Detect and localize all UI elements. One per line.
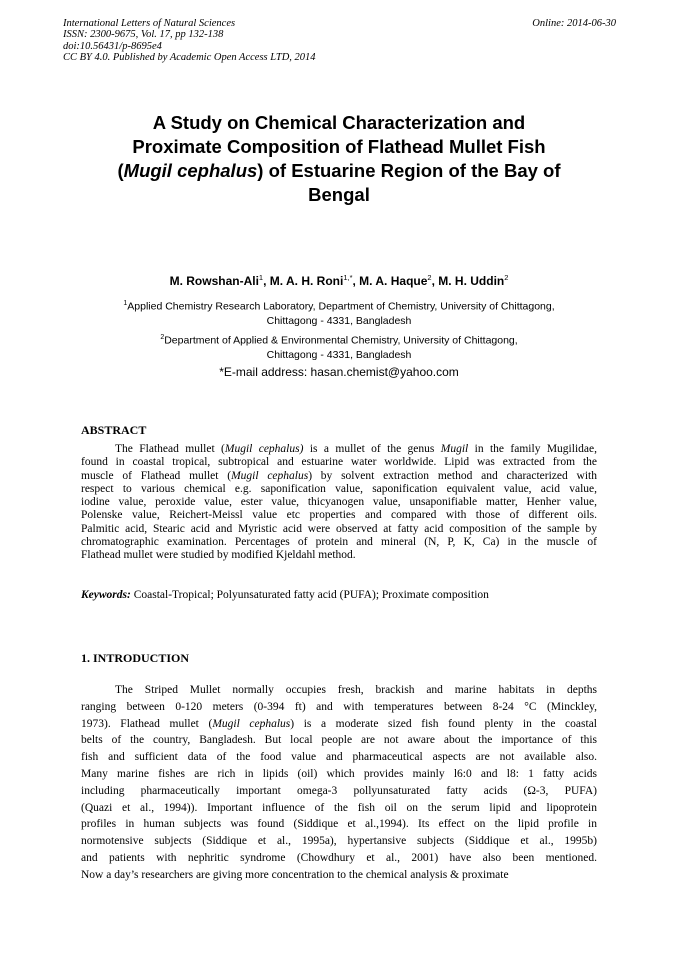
- affiliation-line: Chittagong - 4331, Bangladesh: [266, 348, 412, 361]
- affiliation-text: Applied Chemistry Research Laboratory, Department of Chemistry, University of Chittagong,: [127, 300, 555, 313]
- italic-term: Mugil cephalus: [212, 717, 291, 730]
- license: CC BY 4.0. Published by Academic Open Access LTD, 2014: [63, 51, 316, 63]
- author-affil-mark: 1,*: [343, 273, 353, 282]
- text-line: [81, 549, 597, 562]
- text-run: belts of the country, Bangladesh. But local people are not aware about the importance of this: [81, 734, 597, 747]
- text-run: and patients with nephritic syndrome (Chowdhury et al., 2001) have also been mentioned.: [81, 851, 597, 864]
- text-run: ) by solvent extraction method and characterized with: [308, 469, 597, 482]
- title-line-4: Bengal: [308, 184, 370, 205]
- text-run: Palmitic acid, Stearic acid and Myristic acid were observed at fatty acid composition of the sample by: [81, 522, 597, 535]
- online-date: Online: 2014-06-30: [532, 18, 616, 29]
- text-run: Many marine fishes are rich in lipids (oil) which provides mainly l6:0 and l8: 1 fatty acids: [81, 767, 597, 780]
- text-run: respect to various chemical e.g. saponification value, saponification equivalent value, acid value,: [81, 482, 597, 495]
- doi: doi:10.56431/p-8695e4: [63, 40, 162, 52]
- text-run: (Quazi et al., 1994)). Important influence of the fish oil on the serum lipid and lipoprotein: [81, 801, 597, 814]
- text-line: [81, 523, 597, 536]
- affiliation-2: [90, 331, 588, 362]
- abstract-body: [81, 443, 597, 563]
- title-paren: (: [117, 160, 124, 181]
- author-name: M. A. H. Roni: [269, 274, 344, 288]
- text-line: [81, 766, 597, 783]
- affiliation-mark: 2: [160, 334, 165, 341]
- author-affil-mark: 2: [427, 273, 432, 282]
- text-run: ) is a moderate sized fish found plenty in the coastal: [290, 717, 597, 730]
- text-line: [81, 850, 597, 867]
- text-line: [81, 749, 597, 766]
- author-name: M. H. Uddin: [438, 274, 505, 288]
- keywords: [81, 589, 489, 601]
- text-line: [81, 732, 597, 749]
- title-line-1: A Study on Chemical Characterization and: [152, 112, 526, 133]
- text-run: including pharmaceutically important omega-3 pollyunsaturated fatty acids (Ω-3, PUFA): [81, 784, 597, 797]
- journal-header: [63, 18, 316, 63]
- keywords-label: Keywords: [81, 589, 127, 601]
- italic-term: Mugil: [440, 443, 469, 455]
- text-line: [81, 443, 597, 456]
- text-line: [81, 509, 597, 522]
- title-line-3: [70, 159, 608, 183]
- issn: ISSN: 2300-9675, Vol. 17, pp 132-138: [63, 29, 224, 41]
- text-line: [81, 682, 597, 699]
- title-species: Mugil cephalus: [123, 160, 258, 181]
- text-line: [81, 536, 597, 549]
- text-run: fish and sufficient data of the food value and pharmaceutical aspects are not available also.: [81, 751, 597, 764]
- text-line: [81, 867, 597, 884]
- italic-term: Mugil cephalus: [231, 469, 309, 482]
- text-run: is a mullet of the genus: [303, 443, 441, 455]
- title-line-3-rest: ) of Estuarine Region of the Bay of: [257, 160, 561, 181]
- title-line-2: Proximate Composition of Flathead Mullet Fish: [132, 136, 546, 157]
- text-run: normotensive subjects (Siddique et al., 1995a), hypertansive subjects (Siddique et al., 1995b): [81, 835, 597, 848]
- paper-title: [70, 111, 608, 207]
- author-affil-mark: 2: [504, 273, 509, 282]
- text-run: The Flathead mullet (: [115, 443, 225, 455]
- affiliation-line: [90, 297, 588, 314]
- author-name: M. Rowshan-Ali: [169, 274, 259, 288]
- abstract-heading: ABSTRACT: [81, 423, 147, 437]
- text-run: found in coastal tropical, subtropical and estuarine water worldwide. Lipid was extracted from the: [81, 456, 597, 469]
- introduction-body: [81, 682, 597, 884]
- affiliation-mark: 1: [123, 300, 128, 307]
- text-line: [81, 716, 597, 733]
- text-run: The Striped Mullet normally occupies fresh, brackish and marine habitats in depths: [115, 684, 597, 696]
- author-affil-mark: 1: [258, 273, 264, 282]
- keywords-text: Coastal-Tropical; Polyunsaturated fatty acid (PUFA); Proximate composition: [130, 589, 489, 601]
- affiliation-1: [90, 297, 588, 328]
- text-run: Flathead mullet were studied by modified Kjeldahl method.: [81, 549, 356, 562]
- text-line: [81, 783, 597, 800]
- author-name: M. A. Haque: [359, 274, 428, 288]
- text-line: [81, 470, 597, 483]
- text-run: 1973). Flathead mullet (: [81, 717, 213, 730]
- text-run: Now a day’s researchers are giving more concentration to the chemical analysis & proximate: [81, 868, 509, 881]
- affiliation-text: Department of Applied & Environmental Chemistry, University of Chittagong,: [164, 334, 518, 347]
- corresponding-email: *E-mail address: hasan.chemist@yahoo.com: [219, 365, 459, 379]
- text-run: ranging between 0-120 meters (0-394 ft) and with temperatures between 8-24 °C (Minckley,: [81, 700, 597, 713]
- affiliation-line: [90, 331, 588, 348]
- text-run: profiles in human subjects was found (Siddique et al.,1994). Its effect on the lipid profile in: [81, 818, 597, 831]
- text-run: muscle of Flathead mullet (: [81, 469, 232, 482]
- text-line: [81, 456, 597, 469]
- text-line: [81, 699, 597, 716]
- keywords-colon: :: [127, 589, 131, 601]
- text-run: Polenske value, Reichert-Meissl value etc properties and compared with those of different oils.: [81, 509, 597, 522]
- affiliation-line: Chittagong - 4331, Bangladesh: [266, 314, 412, 327]
- text-run: chromatographic examination. Percentages of protein and mineral (N, P, K, Ca) in the muscle of: [81, 536, 597, 549]
- text-line: [81, 496, 597, 509]
- text-line: [81, 816, 597, 833]
- text-run: iodine value, peroxide value, ester value, thicyanogen value, unsaponifiable matter, Henher value,: [81, 496, 597, 509]
- italic-term: Mugil cephalus): [224, 443, 304, 455]
- author-list: M. Rowshan-Ali$^1$, M. A. H. Roni$^{1,*}$, M. A. Haque$^2$, M. H. Uddin$^2$: [169, 273, 509, 288]
- introduction-heading: 1. INTRODUCTION: [81, 651, 190, 665]
- journal-name: International Letters of Natural Sciences: [63, 18, 236, 29]
- text-line: [81, 800, 597, 817]
- text-line: [81, 833, 597, 850]
- text-line: [81, 483, 597, 496]
- text-run: in the family Mugilidae,: [468, 443, 597, 455]
